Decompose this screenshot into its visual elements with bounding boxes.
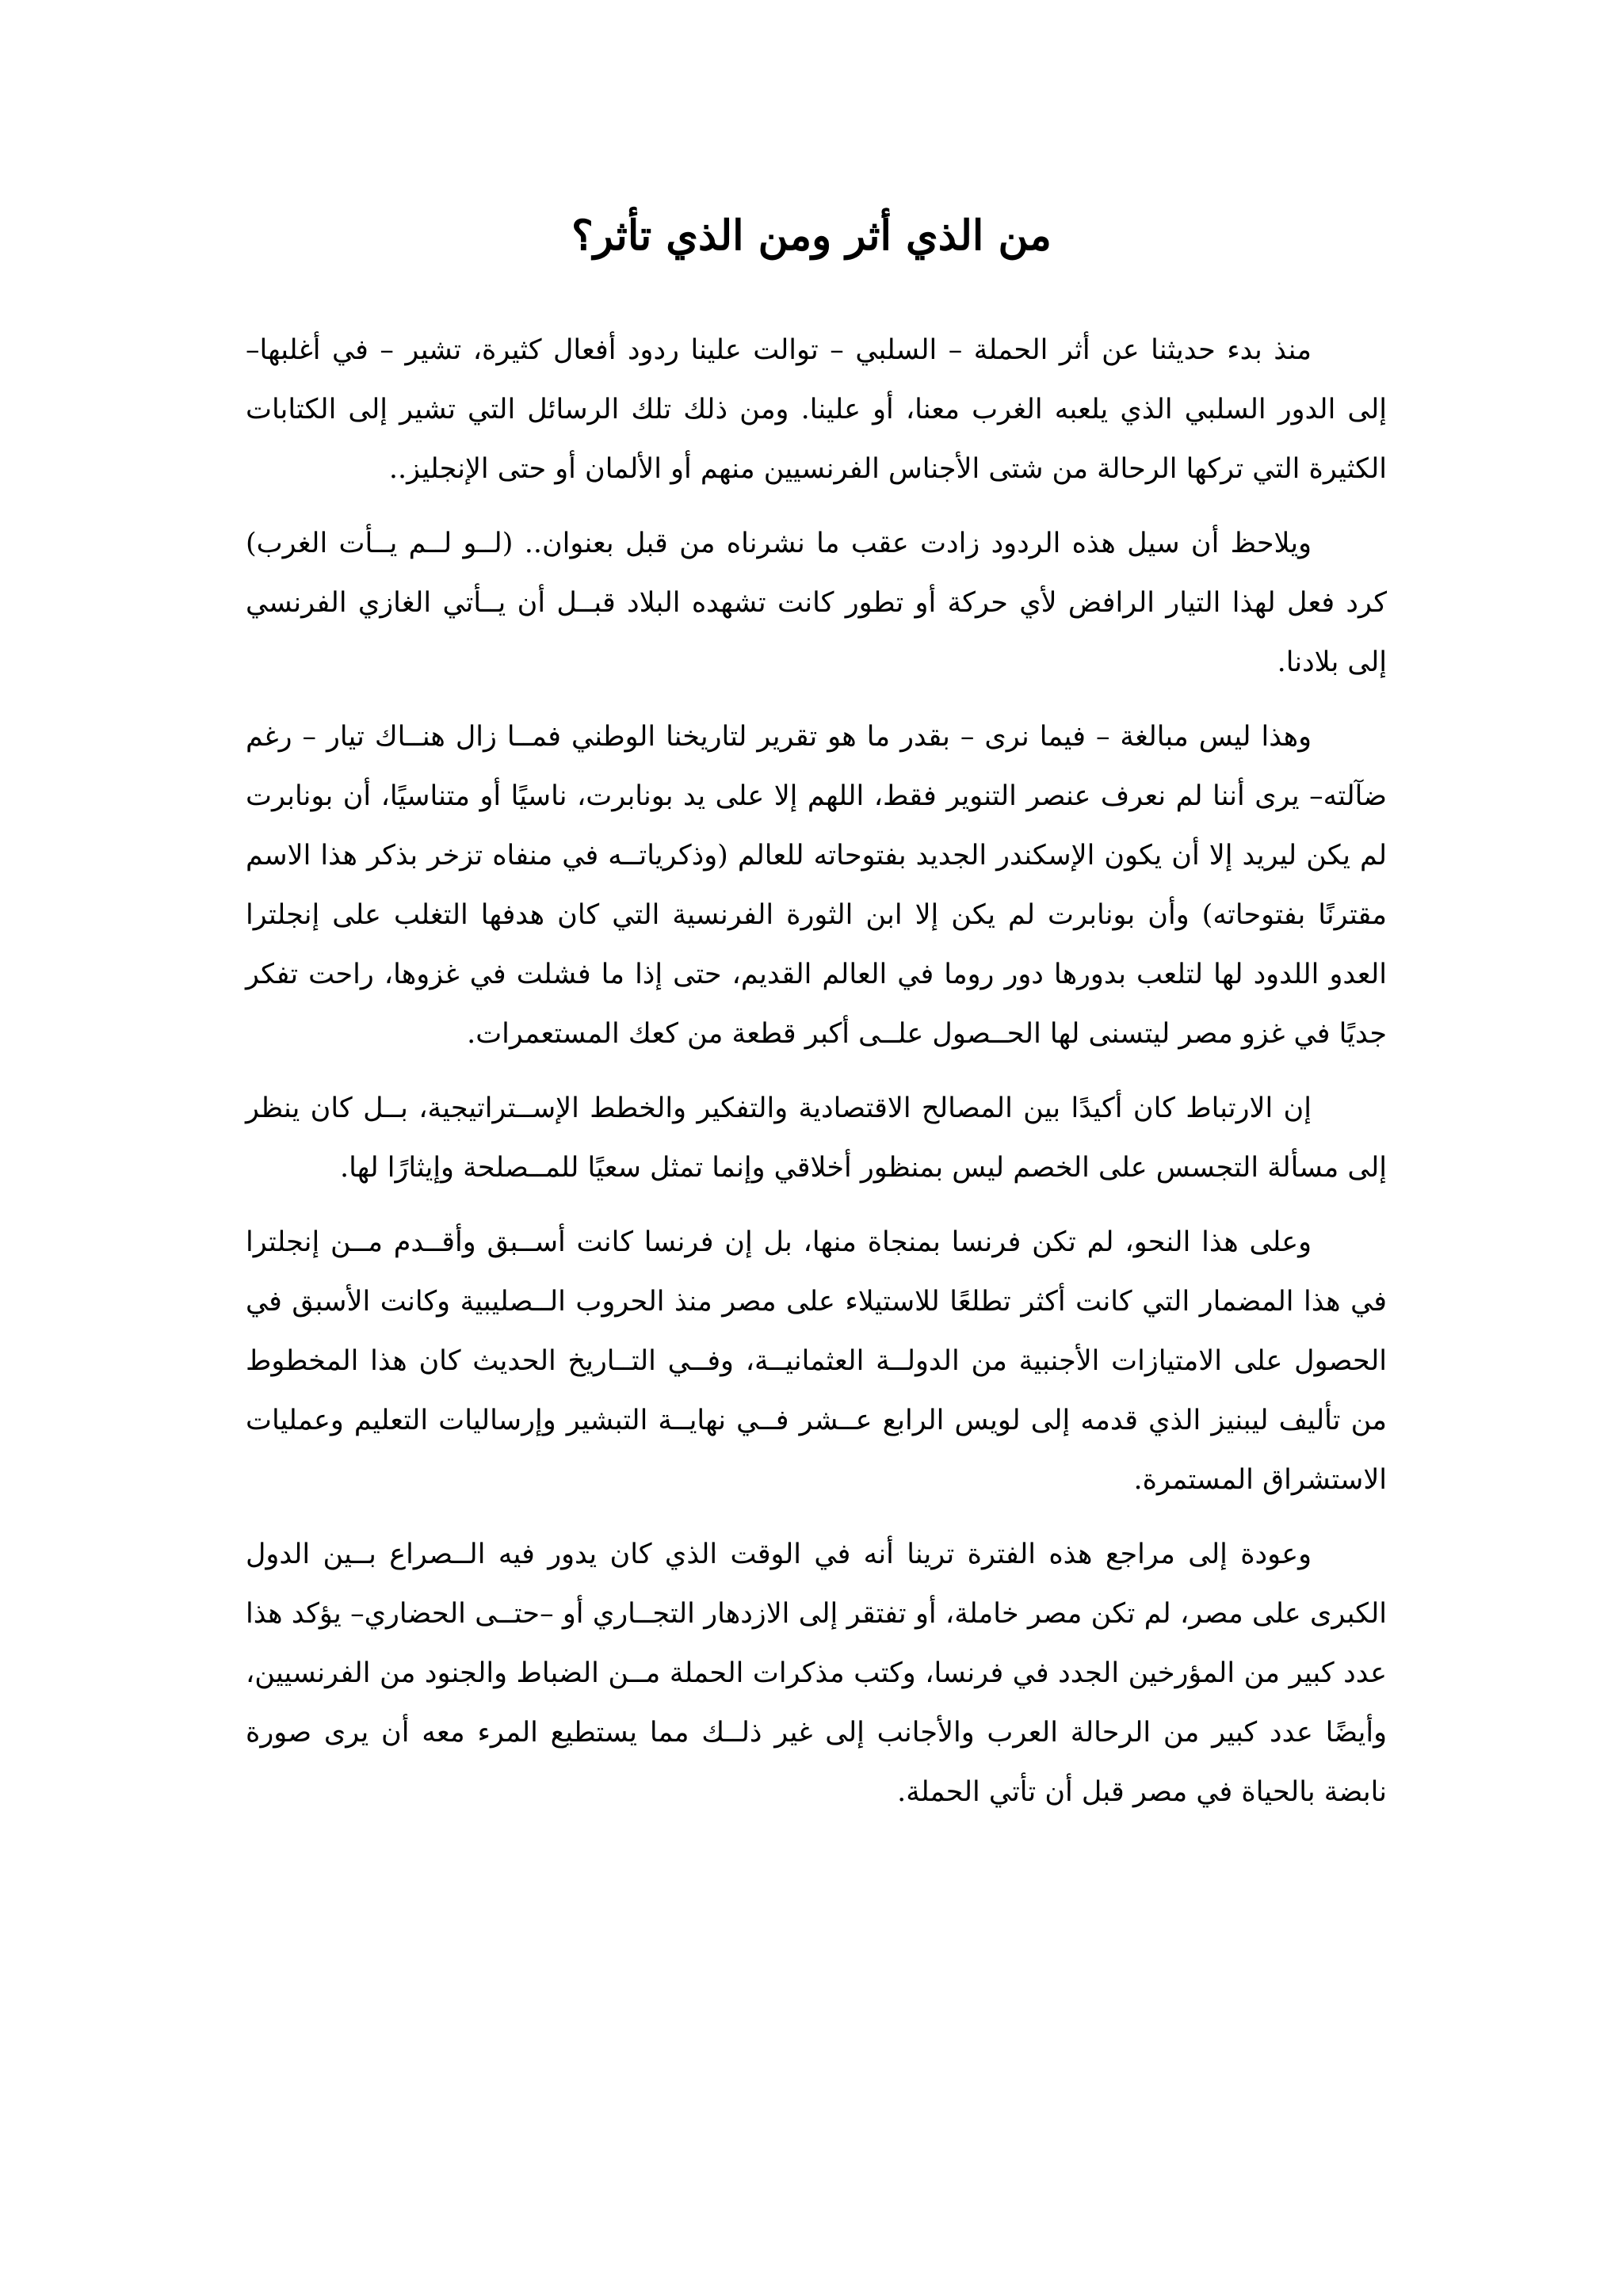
paragraph-6: وعودة إلى مراجع هذه الفترة ترينا أنه في الوقت الذي كان يدور فيه الــصراع بــين الدول الكبرى على مصر، لم تكن مصر خاملة، أو تفتقر إلى الازدهار التجــاري أو –حتــى الحضاري– يؤكد هذا عدد كبير من المؤرخين الجدد في فرنسا، وكتب مذكرات الحملة مــن الضباط والجنود من الفرنسيين، وأيضًا عدد كبير من الرحالة العرب والأجانب إلى غير ذلــك مما يستطيع المرء معه أن يرى صورة نابضة بالحياة في مصر قبل أن تأتي الحملة. [246, 1539, 1387, 1808]
paragraph-3: وهذا ليس مبالغة – فيما نرى – بقدر ما هو تقرير لتاريخنا الوطني فمــا زال هنــاك تيار – رغم ضآلته– يرى أننا لم نعرف عنصر التنوير فقط، اللهم إلا على يد بونابرت، ناسيًا أو متناسيًا، أن بونابرت لم يكن ليريد إلا أن يكون الإسكندر الجديد بفتوحاته للعالم (وذكرياتــه في منفاه تزخر بذكر هذا الاسم مقترنًا بفتوحاته) وأن بونابرت لم يكن إلا ابن الثورة الفرنسية التي كان هدفها التغلب على إنجلترا العدو اللدود لها لتلعب بدورها دور روما في العالم القديم، حتى إذا ما فشلت في غزوها، راحت تفكر جديًا في غزو مصر ليتسنى لها الحــصول علــى أكبر قطعة من كعك المستعمرات. [246, 721, 1387, 1050]
paragraph-2: ويلاحظ أن سيل هذه الردود زادت عقب ما نشرناه من قبل بعنوان.. (لــو لــم يــأت الغرب) كرد فعل لهذا التيار الرافض لأي حركة أو تطور كانت تشهده البلاد قبــل أن يــأتي الغازي الفرنسي إلى بلادنا. [246, 528, 1387, 678]
paragraph-4: إن الارتباط كان أكيدًا بين المصالح الاقتصادية والتفكير والخطط الإســتراتيجية، بــل كان ينظر إلى مسألة التجسس على الخصم ليس بمنظور أخلاقي وإنما تمثل سعيًا للمــصلحة وإيثارًا لها. [246, 1093, 1387, 1184]
paragraph-5: وعلى هذا النحو، لم تكن فرنسا بمنجاة منها، بل إن فرنسا كانت أســبق وأقــدم مــن إنجلترا في هذا المضمار التي كانت أكثر تطلعًا للاستيلاء على مصر منذ الحروب الــصليبية وكانت الأسبق في الحصول على الامتيازات الأجنبية من الدولــة العثمانيــة، وفــي التــاريخ الحديث كان هذا المخطوط من تأليف ليبنيز الذي قدمه إلى لويس الرابع عــشر فــي نهايــة التبشير وإرساليات التعليم وعمليات الاستشراق المستمرة. [246, 1226, 1387, 1496]
article-body [246, 321, 1387, 1837]
article-title: من الذي أثر ومن الذي تأثر؟ [571, 212, 1052, 260]
paragraph-1: منذ بدء حديثنا عن أثر الحملة – السلبي – توالت علينا ردود أفعال كثيرة، تشير – في أغلبها– إلى الدور السلبي الذي يلعبه الغرب معنا، أو علينا. ومن ذلك تلك الرسائل التي تشير إلى الكتابات الكثيرة التي تركها الرحالة من شتى الأجناس الفرنسيين منهم أو الألمان أو حتى الإنجليز.. [246, 334, 1387, 485]
